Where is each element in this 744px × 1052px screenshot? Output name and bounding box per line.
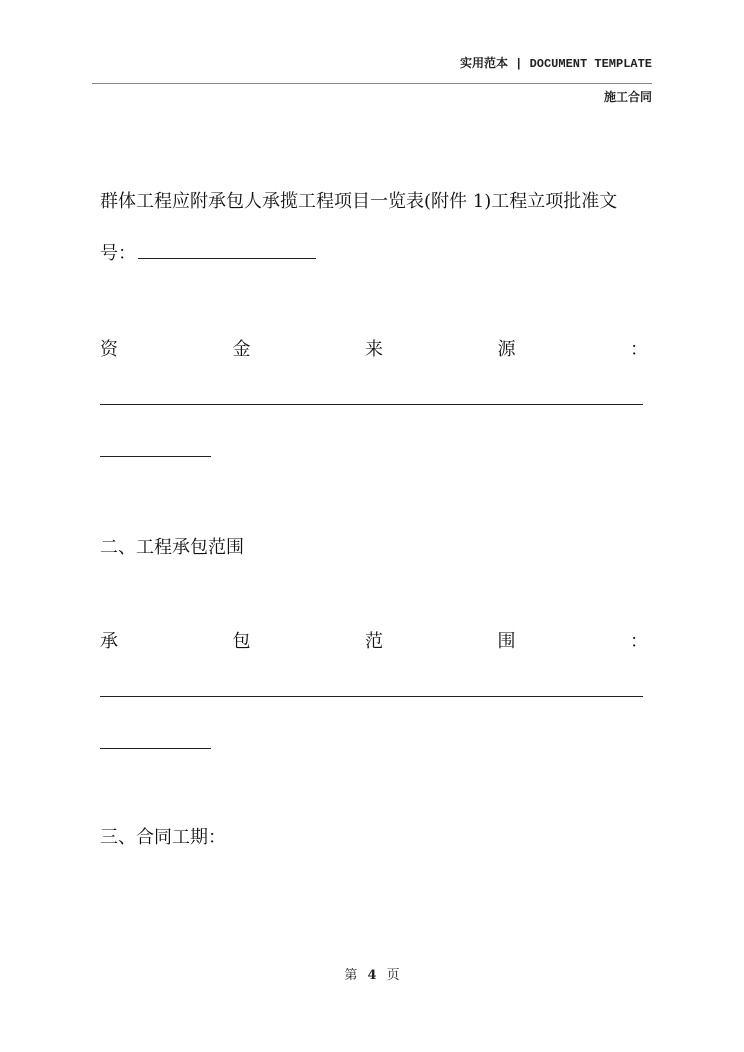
funding-char: 来 [365, 339, 383, 360]
funding-source-blank-line-end [100, 456, 211, 457]
approval-number-blank [138, 257, 316, 259]
header-brand: 实用范本 | DOCUMENT TEMPLATE [459, 57, 652, 71]
section-2-heading: 二、工程承包范围 [100, 537, 244, 558]
footer-prefix: 第 [344, 968, 358, 983]
scope-char: 围 [497, 631, 516, 652]
funding-char: ： [630, 339, 648, 360]
scope-blank-line-end [100, 748, 211, 749]
header-doc-type: 施工合同 [603, 90, 652, 104]
scope-blank-line [100, 696, 643, 697]
scope-char: 包 [232, 631, 251, 652]
scope-char: 范 [365, 631, 383, 652]
funding-source-label [100, 338, 648, 362]
funding-char: 金 [232, 339, 251, 360]
page-number: 4 [367, 968, 377, 983]
funding-char: 源 [497, 339, 516, 360]
approval-number-label: 号： [100, 243, 136, 264]
section-3-heading: 三、合同工期： [100, 827, 226, 848]
approval-line-1: 群体工程应附承包人承揽工程项目一览表(附件 1)工程立项批准文 [100, 191, 618, 212]
scope-label [100, 630, 648, 654]
footer-suffix: 页 [386, 968, 400, 983]
approval-line-2 [100, 242, 652, 266]
scope-char: ： [630, 631, 648, 652]
funding-char: 资 [100, 339, 118, 360]
funding-source-blank-line [100, 404, 643, 405]
header-divider [92, 83, 652, 84]
page-footer [0, 964, 744, 983]
scope-char: 承 [100, 631, 118, 652]
